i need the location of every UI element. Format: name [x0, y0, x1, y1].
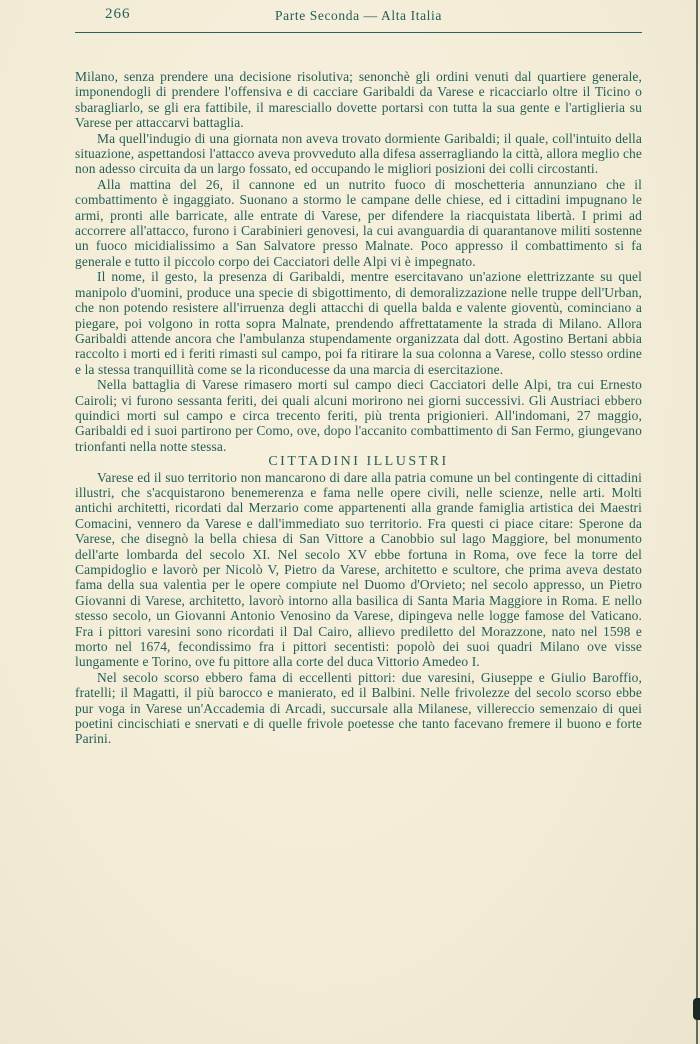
page-edge-ink-mark: [693, 998, 700, 1020]
body-paragraph-5: Nella battaglia di Varese rimasero morti sul campo dieci Cacciatori delle Alpi, tra cui Ernesto Cairoli; vi furono sessanta feriti, dei quali alcuni morirono nei giorni successivi. Gli Austriaci ebbero quindici morti sul campo e circa trecento feriti, più trenta prigionieri. All'indomani, 27 maggio, Garibaldi ed i suoi partirono per Como, ove, dopo l'accanito combattimento di San Fermo, giungevano trionfanti nella notte stessa.: [75, 377, 642, 454]
page-body: [75, 69, 642, 747]
body-paragraph-4: Il nome, il gesto, la presenza di Garibaldi, mentre esercitavano un'azione elettrizzante su quel manipolo d'uomini, produce una specie di sbigottimento, di demoralizzazione nelle truppe dell'Urban, che non potendo resistere all'irruenza degli attacchi di quella balda e valente gioventù, cominciano a piegare, poi volgono in rotta sopra Malnate, prendendo affrettatamente la strada di Milano. Allora Garibaldi attende ancora che l'ambulanza stupendamente organizzata dal dott. Agostino Bertani abbia raccolto i morti ed i feriti rimasti sul campo, poi fa ritirare la sua colonna a Varese, collo stesso ordine e la stessa tranquillità come se la riconducesse da una marcia di esercitazione.: [75, 269, 642, 377]
page-edge-line: [696, 0, 698, 1044]
body-paragraph-6: Varese ed il suo territorio non mancarono di dare alla patria comune un bel contingente di cittadini illustri, che s'acquistarono benemerenza e fama nelle opere civili, nelle scienze, nelle arti. Molti antichi architetti, ricordati dal Merzario come appartenenti alla grande famiglia artistica dei Maestri Comacini, vennero da Varese e dall'immediato suo territorio. Fra questi ci piace citare: Sperone da Varese, che disegnò la bella chiesa di San Vittore a Canobbio sul lago Maggiore, bel monumento dell'arte lombarda del secolo XI. Nel secolo XV ebbe fortuna in Roma, ove fece la torre del Campidoglio e lavorò per Nicolò V, Pietro da Varese, architetto e scultore, che prima aveva destato fama della sua valentìa per le opere compiute nel Duomo d'Orvieto; nel secolo appresso, un Pietro Giovanni di Varese, architetto, lavorò intorno alla basilica di Santa Maria Maggiore in Roma. E nello stesso secolo, un Giovanni Antonio Venosino da Varese, dipingeva nelle logge famose del Vaticano. Fra i pittori varesini sono ricordati il Dal Cairo, allievo prediletto del Morazzone, nato nel 1598 e morto nel 1674, fecondissimo fra i pittori secentisti: popolò dei suoi quadri Milano ove visse lungamente e Torino, ove fu pittore alla corte del duca Vittorio Amedeo I.: [75, 469, 642, 670]
page-header: [0, 0, 700, 30]
body-paragraph-3: Alla mattina del 26, il cannone ed un nutrito fuoco di moschetteria annunziano che il combattimento è ingaggiato. Suonano a stormo le campane delle chiese, ed i cittadini impugnano le armi, pronti alle barricate, alle entrate di Varese, per difendere la riacquistata libertà. I primi ad accorrere all'attacco, furono i Carabinieri genovesi, la cui avanguardia di quarantanove militi sostenne un fuoco micidialissimo a San Salvatore presso Malnate. Poco appresso il combattimento si fa generale e tutto il piccolo corpo dei Cacciatori delle Alpi vi è impegnato.: [75, 176, 642, 269]
page-number: 266: [105, 6, 131, 22]
body-paragraph-1: Milano, senza prendere una decisione risolutiva; senonchè gli ordini venuti dal quartiere generale, imponendogli di prendere l'offensiva e di cacciare Garibaldi da Varese e ricacciarlo oltre il Ticino o sbaragliarlo, se gli era fattibile, il maresciallo dovette portarsi con tutta la sua gente e l'artiglieria su Varese per attaccarvi battaglia.: [75, 69, 642, 131]
section-heading: CITTADINI ILLUSTRI: [268, 454, 449, 470]
body-paragraph-7: Nel secolo scorso ebbero fama di eccellenti pittori: due varesini, Giuseppe e Giulio Baroffio, fratelli; il Magatti, il più barocco e manierato, ed il Balbini. Nelle frivolezze del secolo scorso ebbe pur voga in Varese un'Accademia di Arcadi, succursale alla Milanese, villereccio semenzaio di quei poetini cincischiati e snervati e di quelle frivole poetesse che tanto facevano fremere il buono e forte Parini.: [75, 669, 642, 747]
running-header: Parte Seconda — Alta Italia: [275, 8, 442, 23]
body-paragraph-2: Ma quell'indugio di una giornata non aveva trovato dormiente Garibaldi; il quale, coll'intuito della situazione, aspettandosi l'attacco aveva provveduto alla difesa asserragliando la città, allora meglio che non adesso circuita da un largo fossato, ed occupando le migliori posizioni dei colli circostanti.: [75, 130, 642, 177]
header-rule: [75, 32, 642, 33]
